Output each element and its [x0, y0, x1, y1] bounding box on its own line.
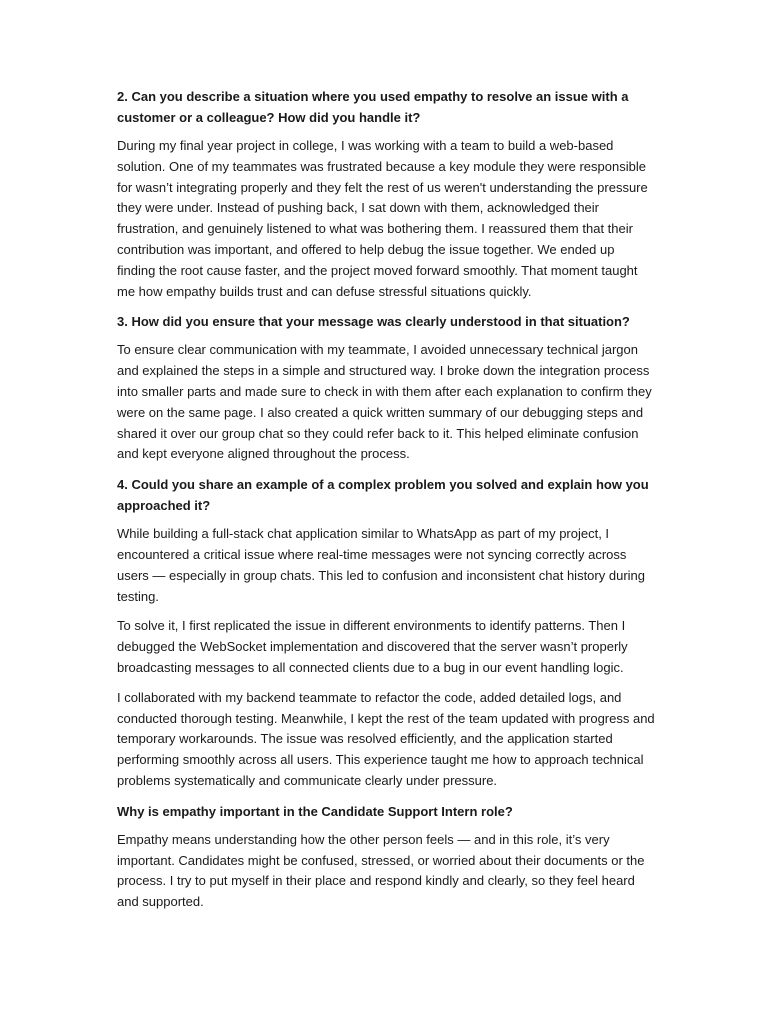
question-heading: 3. How did you ensure that your message was clearly understood in that situation? — [117, 314, 630, 330]
answer-paragraph: I collaborated with my backend teammate to refactor the code, added detailed logs, and conducted thorough testing. Meanwhile, I kept the rest of the team updated with progress and temporary workarounds. The issue was resolved efficiently, and the application started performing smoothly across all users. This experience taught me how to approach technical problems systematically and communicate clearly under pressure. — [117, 689, 655, 788]
answer-paragraph: While building a full-stack chat application similar to WhatsApp as part of my project, I encountered a critical issue where real-time messages were not syncing correctly across users — especially in group chats. This led to confusion and inconsistent chat history during testing. — [117, 526, 645, 604]
answer-paragraph: During my final year project in college, I was working with a team to build a web-based solution. One of my teammates was frustrated because a key module they were responsible for wasn’t integrating properly and they felt the rest of us weren't understanding the pressure they were under. Instead of pushing back, I sat down with them, acknowledged their frustration, and genuinely listened to what was bothering them. I reassured them that their contribution was important, and offered to help debug the issue together. We ended up finding the root cause faster, and the project moved forward smoothly. That moment taught me how empathy builds trust and can defuse stressful situations quickly. — [117, 138, 648, 299]
answer-paragraph: To solve it, I first replicated the issue in different environments to identify patterns. Then I debugged the WebSocket implementation and discovered that the server wasn’t properly broadcasting messages to all connected clients due to a bug in our event handling logic. — [117, 618, 628, 675]
answer-paragraph: To ensure clear communication with my teammate, I avoided unnecessary technical jargon and explained the steps in a simple and structured way. I broke down the integration process into smaller parts and made sure to check in with them after each explanation to confirm they were on the same page. I also created a quick written summary of our debugging steps and shared it over our group chat so they could refer back to it. This helped eliminate confusion and kept everyone aligned throughout the process. — [117, 342, 652, 462]
qa-section-4 — [117, 474, 656, 792]
answer-paragraph: Empathy means understanding how the other person feels — and in this role, it’s very important. Candidates might be confused, stressed, or worried about their documents or the process. I try to put myself in their place and respond kindly and clearly, so they feel heard and supported. — [117, 831, 645, 910]
question-heading: 4. Could you share an example of a complex problem you solved and explain how you approached it? — [117, 477, 649, 514]
question-heading: 2. Can you describe a situation where you used empathy to resolve an issue with a customer or a colleague? How did you handle it? — [117, 89, 629, 125]
qa-section-3 — [117, 311, 656, 465]
qa-section-empathy — [117, 801, 656, 913]
question-heading: Why is empathy important in the Candidate Support Intern role? — [117, 803, 513, 819]
qa-section-2 — [117, 86, 656, 302]
